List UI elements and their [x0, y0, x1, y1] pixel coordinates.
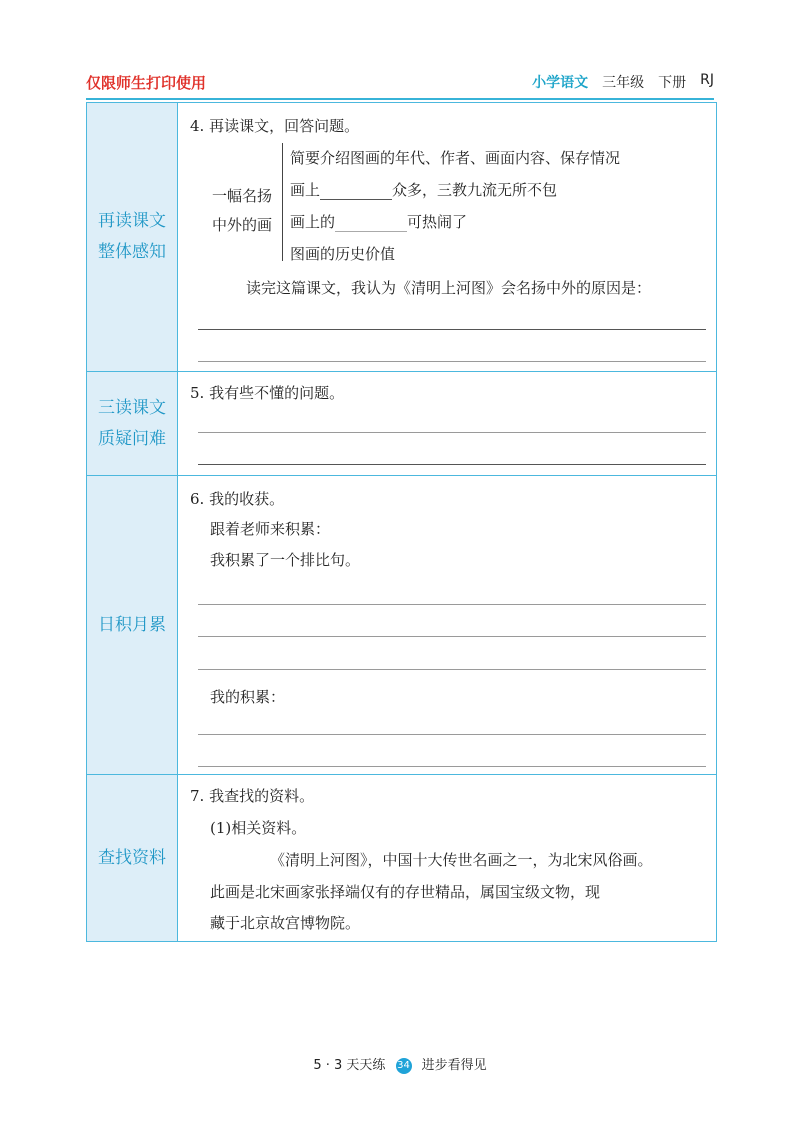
outline-item-3-a: 画上的 [290, 213, 336, 231]
section-content [178, 476, 716, 774]
section-content [178, 103, 716, 371]
answer-line[interactable] [198, 636, 706, 637]
answer-line[interactable] [198, 464, 706, 465]
accumulate-line1: 跟着老师来积累： [210, 520, 331, 538]
question-7: 7. 我查找的资料。 [190, 787, 315, 805]
section-label-line1: 日积月累 [98, 614, 166, 635]
question-5: 5. 我有些不懂的问题。 [190, 384, 345, 402]
answer-line[interactable] [198, 734, 706, 735]
answer-line[interactable] [198, 329, 706, 330]
outline-brace [282, 143, 289, 261]
research-text-2: 此画是北宋画家张择端仅有的存世精品，属国宝级文物，现 [210, 883, 601, 901]
header-info [532, 72, 714, 92]
page-footer [0, 1054, 800, 1074]
section-content [178, 372, 716, 475]
answer-line[interactable] [198, 361, 706, 362]
section-content [178, 775, 716, 941]
edition: RJ [700, 72, 714, 88]
footer-slogan: 进步看得见 [421, 1058, 487, 1073]
subject: 小学语文 [532, 75, 589, 91]
section-label [87, 103, 178, 371]
reason-prompt: 读完这篇课文，我认为《清明上河图》会名扬中外的原因是： [246, 279, 652, 297]
outline-left-b: 中外的画 [212, 216, 273, 234]
page-number: 34 [396, 1058, 412, 1074]
section-reread [87, 102, 716, 371]
section-label-line1: 查找资料 [98, 847, 166, 868]
outline-left-a: 一幅名扬 [212, 187, 273, 205]
outline-item-3-b: 可热闹了 [407, 213, 468, 231]
research-text-1: 《清明上河图》，中国十大传世名画之一，为北宋风俗画。 [270, 851, 653, 869]
answer-line[interactable] [198, 604, 706, 605]
question-4: 4. 再读课文，回答问题。 [190, 117, 360, 135]
footer-brand: 5 · 3 天天练 [313, 1058, 386, 1073]
research-text-3: 藏于北京故宫博物院。 [210, 914, 361, 932]
accumulate-line3: 我的积累： [210, 688, 286, 706]
section-accumulate [87, 475, 716, 774]
fill-blank-2[interactable] [335, 217, 407, 232]
print-notice: 仅限师生打印使用 [86, 74, 207, 92]
answer-line[interactable] [198, 766, 706, 767]
section-label-line1: 三读课文 [98, 397, 166, 418]
worksheet-table [86, 102, 717, 942]
section-label-line2: 质疑问难 [98, 428, 166, 449]
section-label-line2: 整体感知 [98, 242, 166, 262]
outline-item-2-a: 画上 [290, 181, 321, 199]
section-question [87, 371, 716, 475]
section-research [87, 774, 716, 941]
answer-line[interactable] [198, 669, 706, 670]
accumulate-line2: 我积累了一个排比句。 [210, 551, 361, 569]
answer-line[interactable] [198, 432, 706, 433]
question-6: 6. 我的收获。 [190, 490, 285, 508]
fill-blank-1[interactable] [320, 185, 392, 200]
grade: 三年级 [602, 75, 645, 91]
volume: 下册 [658, 75, 687, 91]
header-divider [86, 98, 714, 100]
section-label [87, 476, 178, 774]
outline-item-3 [290, 211, 467, 232]
outline-item-2 [290, 179, 557, 200]
section-label [87, 775, 178, 941]
research-sub: (1)相关资料。 [210, 819, 307, 837]
outline-item-4: 图画的历史价值 [290, 245, 396, 263]
section-label [87, 372, 178, 475]
outline-item-1: 简要介绍图画的年代、作者、画面内容、保存情况 [290, 149, 621, 167]
outline-item-2-b: 众多，三教九流无所不包 [392, 181, 558, 199]
section-label-line1: 再读课文 [98, 211, 166, 231]
